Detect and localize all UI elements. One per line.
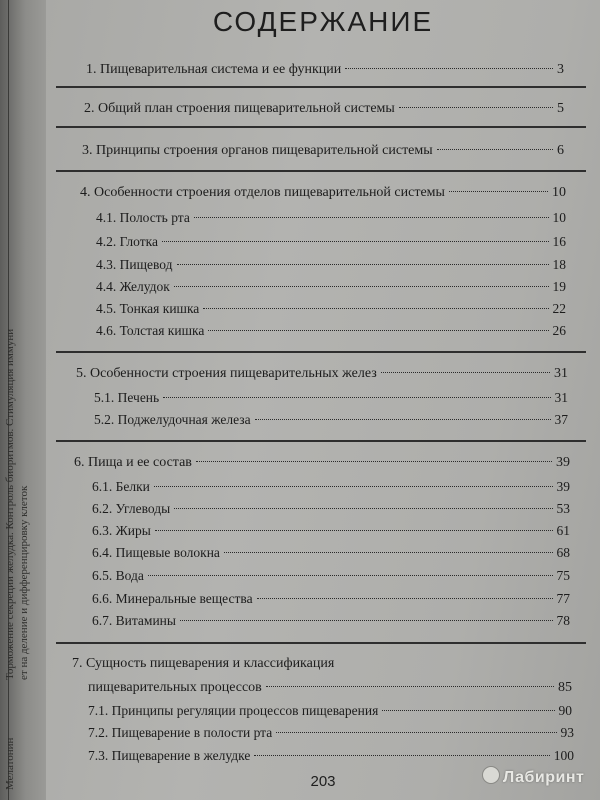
toc-subentry [92,568,570,584]
adjacent-page-text-line-3: ет на деление и дифференцировку клеток [18,485,30,680]
toc-subentry [92,523,570,539]
section-divider [56,86,586,88]
toc-entry-label: 4.4. Желудок [96,279,170,294]
toc-subentry [96,210,566,226]
toc-entry-page: 31 [554,390,568,405]
toc-entry-page: 19 [552,279,566,294]
toc-subentry [88,748,574,764]
toc-entry-page: 85 [558,680,572,695]
table-of-contents [46,0,600,800]
toc-subentry [96,279,566,295]
toc-entry-page: 75 [556,568,570,583]
section-divider [56,126,586,128]
dot-leader [208,329,548,331]
dot-leader [162,240,549,242]
toc-entry [86,62,564,78]
toc-entry-page: 10 [552,210,566,225]
dot-leader [155,529,553,531]
dot-leader [148,574,553,576]
book-page [46,0,600,800]
toc-subentry [92,545,570,561]
toc-entry-page: 61 [556,523,570,538]
toc-entry-page: 77 [556,591,570,606]
toc-entry-label: пищеварительных процессов [88,680,262,695]
toc-entry-label: 5.2. Поджелудочная железа [94,412,251,427]
toc-entry-page: 5 [557,101,564,116]
toc-subentry [96,301,566,317]
toc-entry-page: 93 [560,725,574,740]
toc-entry-page: 39 [556,455,570,470]
toc-entry-label: 6. Пища и ее состав [74,455,192,470]
dot-leader [266,685,554,687]
toc-entry-label: 6.5. Вода [92,568,144,583]
toc-entry-label: 4.5. Тонкая кишка [96,301,200,316]
toc-entry-page: 53 [556,501,570,516]
adjacent-page-text-line-1: Мелатонин [4,737,16,790]
dot-leader [257,597,553,599]
dot-leader [255,418,551,420]
dot-leader [180,619,553,621]
watermark-text: Лабиринт [503,769,585,786]
toc-entry-page: 100 [553,748,574,763]
toc-entry-label: 7. Сущность пищеварения и классификация [72,656,335,671]
toc-entry-page: 3 [557,62,564,77]
toc-entry [76,366,568,382]
toc-entry [82,143,564,159]
toc-entry-label: 6.1. Белки [92,479,150,494]
dot-leader [224,551,553,553]
dot-leader [194,216,549,218]
toc-entry-label: 4.6. Толстая кишка [96,323,205,338]
toc-entry-label: 7.3. Пищеварение в желудке [88,748,251,763]
toc-entry-label: 6.7. Витамины [92,613,176,628]
section-divider [56,351,586,353]
toc-entry-page: 6 [557,143,564,158]
toc-subentry [92,591,570,607]
adjacent-page-edge [0,0,46,800]
toc-subentry [96,323,566,339]
dot-leader [449,190,548,192]
dot-leader [154,485,553,487]
toc-subentry [96,257,566,273]
toc-entry-page: 22 [552,301,566,316]
section-divider [56,170,586,172]
section-divider [56,440,586,442]
dot-leader [174,507,552,509]
dot-leader [437,148,553,150]
toc-entry-label: 5. Особенности строения пищеварительных желез [76,366,377,381]
section-divider [56,642,586,644]
dot-leader [177,263,549,265]
toc-subentry [92,501,570,517]
toc-entry-page: 78 [556,613,570,628]
toc-entry-label: 4.3. Пищевод [96,257,173,272]
dot-leader [174,285,549,287]
toc-entry-page: 18 [552,257,566,272]
dot-leader [345,67,553,69]
toc-entry-page: 68 [556,545,570,560]
toc-subentry [88,703,572,719]
toc-entry-label: 6.6. Минеральные вещества [92,591,253,606]
toc-entry [84,101,564,117]
toc-entry-label: 2. Общий план строения пищеварительной системы [84,101,395,116]
dot-leader [399,106,553,108]
toc-subentry [92,613,570,629]
toc-entry-page: 39 [556,479,570,494]
toc-entry-label: 7.1. Принципы регуляции процессов пищеварения [88,703,379,718]
toc-entry-label: 4.2. Глотка [96,234,158,249]
dot-leader [196,460,552,462]
dot-leader [254,754,549,756]
toc-entry-page: 26 [552,323,566,338]
labyrinth-logo-icon [482,766,500,784]
toc-entry-page: 31 [554,366,568,381]
toc-entry [74,455,570,471]
toc-entry-label: 4. Особенности строения отделов пищеварительной системы [80,185,445,200]
watermark [482,766,584,787]
toc-entry-label: 5.1. Печень [94,390,160,405]
toc-entry-label: 3. Принципы строения органов пищеварительной системы [82,143,433,158]
toc-entry-label: 7.2. Пищеварение в полости рта [88,725,273,740]
toc-subentry [92,479,570,495]
dot-leader [276,731,556,733]
toc-entry-page: 37 [554,412,568,427]
toc-entry-label: 6.4. Пищевые волокна [92,545,220,560]
toc-subentry [88,725,574,741]
toc-entry-label: 6.2. Углеводы [92,501,171,516]
toc-subentry [94,390,568,406]
toc-entry [88,680,572,696]
toc-entry-label: 1. Пищеварительная система и ее функции [86,62,342,77]
dot-leader [163,396,550,398]
toc-entry-label: 6.3. Жиры [92,523,151,538]
dot-leader [203,307,548,309]
toc-subentry [94,412,568,428]
adjacent-page-text [0,0,46,800]
toc-entry-label: 4.1. Полость рта [96,210,190,225]
toc-entry-page: 16 [552,234,566,249]
dot-leader [382,709,554,711]
toc-subentry [96,234,566,250]
adjacent-page-text-line-2: Торможение секреции желудка. Контроль биоритмов. Стимуляция иммуни [4,328,16,680]
dot-leader [381,371,550,373]
page-title: СОДЕРЖАНИЕ [212,6,434,37]
page-number: 203 [310,773,336,790]
toc-entry [80,185,566,201]
toc-entry-page: 10 [552,185,566,200]
toc-entry-page: 90 [558,703,572,718]
